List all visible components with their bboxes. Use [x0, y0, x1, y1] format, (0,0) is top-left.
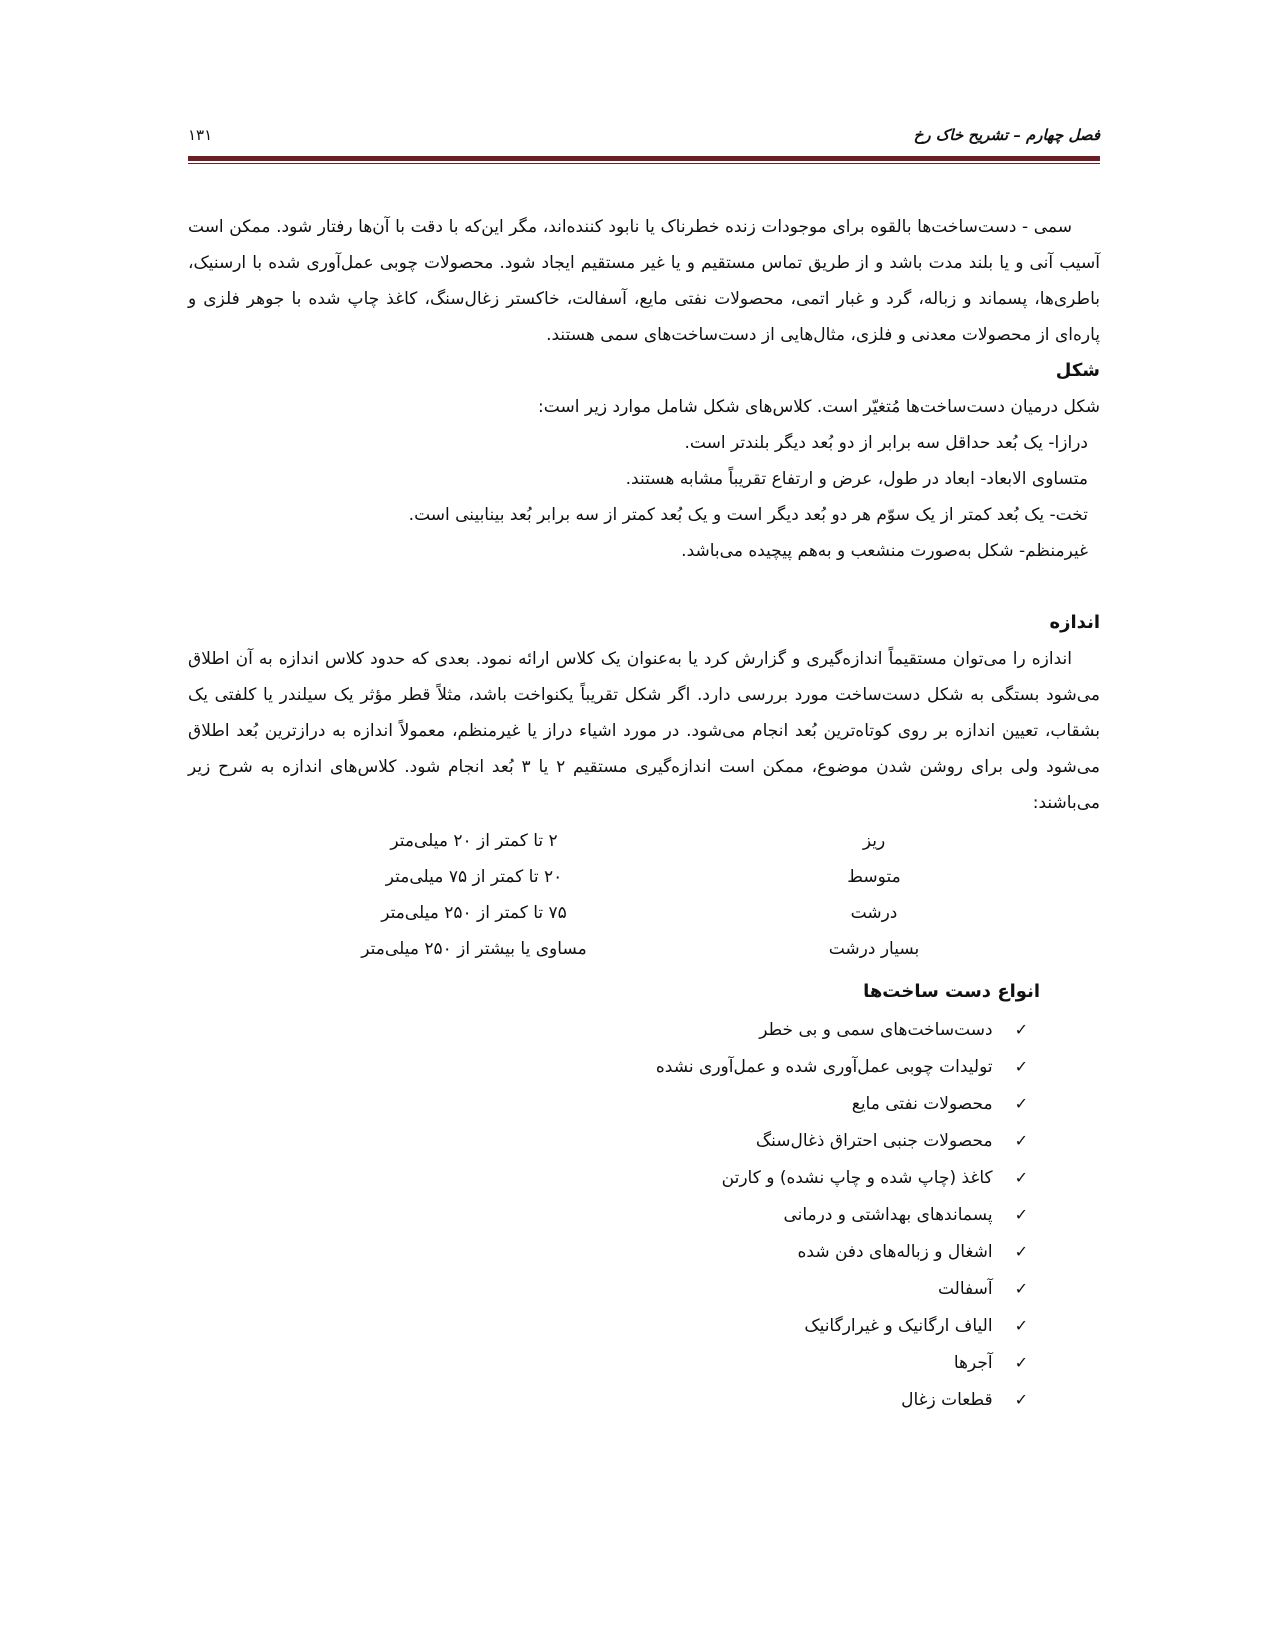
- size-class-name: بسیار درشت: [828, 939, 920, 959]
- check-icon: ✓: [1014, 1057, 1028, 1076]
- list-item-label: الیاف ارگانیک و غیرارگانیک: [804, 1316, 993, 1336]
- list-item: [188, 1085, 1028, 1122]
- check-icon: ✓: [1014, 1094, 1028, 1113]
- list-item: [188, 1233, 1028, 1270]
- shape-item-flat: تخت- یک بُعد کمتر از یک سوّم هر دو بُعد دیگر است و یک بُعد کمتر از سه برابر بُعد بینابینی است.: [408, 505, 1088, 525]
- check-icon: ✓: [1014, 1168, 1028, 1187]
- size-class-table: [254, 823, 924, 967]
- check-icon: ✓: [1014, 1279, 1028, 1298]
- size-class-range: ۲ تا کمتر از ۲۰ میلی‌متر: [390, 831, 558, 851]
- list-item: [188, 1159, 1028, 1196]
- table-row: [254, 931, 924, 967]
- page-body: [188, 209, 1100, 1418]
- list-item-label: آجرها: [953, 1353, 993, 1373]
- check-icon: ✓: [1014, 1316, 1028, 1335]
- shape-item-irregular: غیرمنظم- شکل به‌صورت منشعب و به‌هم پیچیده می‌باشد.: [681, 541, 1088, 561]
- size-class-range: ۷۵ تا کمتر از ۲۵۰ میلی‌متر: [381, 903, 567, 923]
- table-row: [254, 895, 924, 931]
- check-icon: ✓: [1014, 1205, 1028, 1224]
- check-icon: ✓: [1014, 1242, 1028, 1261]
- shape-intro: شکل درمیان دست‌ساخت‌ها مُتغیّر است. کلاس‌های شکل شامل موارد زیر است:: [538, 397, 1100, 417]
- check-icon: ✓: [1014, 1353, 1028, 1372]
- types-heading: انواع دست ساخت‌ها: [863, 981, 1040, 1002]
- shape-heading: شکل: [1055, 360, 1100, 381]
- list-item: [188, 1048, 1028, 1085]
- list-item-label: کاغذ (چاپ شده و چاپ نشده) و کارتن: [721, 1168, 993, 1188]
- table-row: [254, 823, 924, 859]
- list-item-label: قطعات زغال: [901, 1390, 993, 1410]
- header-rule-thin: [188, 163, 1100, 164]
- size-class-name: متوسط: [847, 867, 901, 887]
- section-gap: [188, 569, 1100, 605]
- size-class-range: مساوی یا بیشتر از ۲۵۰ میلی‌متر: [361, 939, 587, 959]
- list-item-label: محصولات جنبی احتراق ذغال‌سنگ: [755, 1131, 993, 1151]
- header-rule-thick: [188, 156, 1100, 161]
- size-paragraph: اندازه را می‌توان مستقیماً اندازه‌گیری و گزارش کرد یا به‌عنوان یک کلاس ارائه نمود. بعدی که حدود کلاس اندازه به آن اطلاق می‌شود بستگی به شکل دست‌ساخت مورد بررسی دارد. اگر شکل تقریباً یکنواخت باشد، مثلاً قطر مؤثر یک سیلندر یا کلفتی یک بشقاب، تعیین اندازه بر روی کوتاه‌ترین بُعد انجام می‌شود. در مورد اشیاء دراز یا غیرمنظم، معمولاً اندازه به درازترین بُعد اطلاق می‌شود ولی برای روشن شدن موضوع، ممکن است اندازه‌گیری مستقیم ۲ یا ۳ بُعد انجام شود. کلاس‌های اندازه به شرح زیر می‌باشند:: [188, 649, 1100, 813]
- list-item-label: پسماندهای بهداشتی و درمانی: [783, 1205, 993, 1225]
- list-item: [188, 1307, 1028, 1344]
- size-heading: اندازه: [1049, 612, 1100, 633]
- list-item-label: تولیدات چوبی عمل‌آوری شده و عمل‌آوری نشده: [655, 1057, 993, 1077]
- list-item: [188, 1196, 1028, 1233]
- check-icon: ✓: [1014, 1020, 1028, 1039]
- list-item-label: دست‌ساخت‌های سمی و بی خطر: [759, 1020, 993, 1040]
- page-number: ۱۳۱: [188, 126, 213, 144]
- list-item: [188, 1344, 1028, 1381]
- size-class-range: ۲۰ تا کمتر از ۷۵ میلی‌متر: [385, 867, 563, 887]
- list-item-label: اشغال و زباله‌های دفن شده: [797, 1242, 993, 1262]
- list-item-label: محصولات نفتی مایع: [851, 1094, 993, 1114]
- list-item: [188, 1381, 1028, 1418]
- page-header: [188, 124, 1100, 152]
- list-item: [188, 1011, 1028, 1048]
- size-class-name: ریز: [862, 831, 886, 851]
- check-icon: ✓: [1014, 1131, 1028, 1150]
- chapter-title: فصل چهارم – تشریح خاک رخ: [913, 126, 1100, 144]
- toxic-paragraph: سمی - دست‌ساخت‌ها بالقوه برای موجودات زنده خطرناک یا نابود کننده‌اند، مگر این‌که با دقت با آن‌ها رفتار شود. ممکن است آسیب آنی و یا بلند مدت باشد و از طریق تماس مستقیم و یا غیر مستقیم ایجاد شود. محصولات چوبی عمل‌آوری شده با ارسنیک، باطری‌ها، پسماند و زباله، گرد و غبار اتمی، محصولات نفتی مایع، آسفالت، خاکستر زغال‌سنگ، کاغذ چاپ شده با جوهر فلزی و پاره‌ای از محصولات معدنی و فلزی، مثال‌هایی از دست‌ساخت‌های سمی هستند.: [188, 217, 1100, 345]
- shape-item-elongated: درازا- یک بُعد حداقل سه برابر از دو بُعد دیگر بلندتر است.: [684, 433, 1088, 453]
- check-icon: ✓: [1014, 1390, 1028, 1409]
- list-item-label: آسفالت: [937, 1279, 993, 1299]
- types-list: [188, 1011, 1100, 1418]
- table-row: [254, 859, 924, 895]
- list-item: [188, 1122, 1028, 1159]
- list-item: [188, 1270, 1028, 1307]
- size-class-name: درشت: [850, 903, 898, 923]
- shape-item-equidimensional: متساوی الابعاد- ابعاد در طول، عرض و ارتفاع تقریباً مشابه هستند.: [625, 469, 1088, 489]
